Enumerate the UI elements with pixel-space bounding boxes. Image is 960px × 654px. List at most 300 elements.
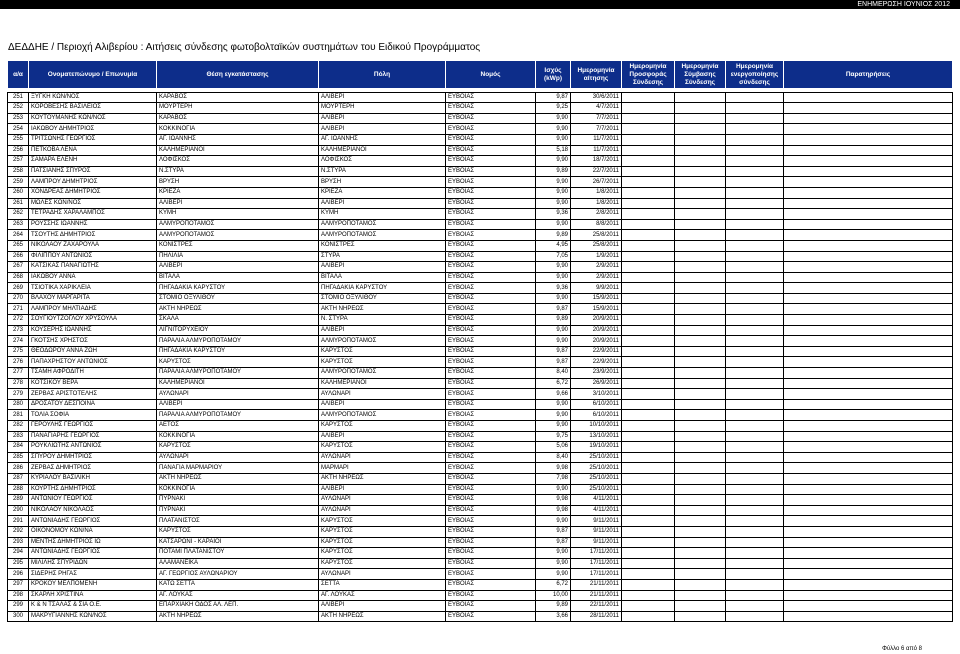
contract-date-cell (675, 537, 726, 548)
city-cell: ΠΗΓΑΔΑΚΙΑ ΚΑΡΥΣΤΟΥ (319, 283, 446, 294)
row-number-cell: 251 (8, 92, 29, 103)
contract-date-cell (675, 410, 726, 421)
contract-date-cell (675, 495, 726, 506)
remarks-cell (784, 230, 953, 241)
table-row (8, 166, 953, 177)
table-row (8, 103, 953, 114)
installation-site-cell: ΠΑΝΑΓΙΑ ΜΑΡΜΑΡΙΟΥ (157, 463, 319, 474)
prefecture-cell: ΕΥΒΟΙΑΣ (446, 484, 536, 495)
prefecture-cell: ΕΥΒΟΙΑΣ (446, 611, 536, 622)
row-number-cell: 266 (8, 251, 29, 262)
city-cell: Ν.ΣΤΥΡΑ (319, 166, 446, 177)
city-cell: ΑΛΜΥΡΟΠΟΤΑΜΟΣ (319, 368, 446, 379)
row-number-cell: 256 (8, 145, 29, 156)
installation-site-cell: ΑΥΛΩΝΑΡΙ (157, 452, 319, 463)
table-row (8, 124, 953, 135)
activation-date-cell (726, 357, 784, 368)
city-cell: ΑΓ. ΛΟΥΚΑΣ (319, 590, 446, 601)
installation-site-cell: ΑΛΜΥΡΟΠΟΤΑΜΟΣ (157, 230, 319, 241)
city-cell: ΚΑΡΥΣΤΟΣ (319, 558, 446, 569)
prefecture-cell: ΕΥΒΟΙΑΣ (446, 187, 536, 198)
row-number-cell: 293 (8, 537, 29, 548)
application-date-cell: 2/9/2011 (571, 272, 622, 283)
installation-site-cell: ΕΠΑΡΧΙΑΚΗ ΟΔΟΣ ΑΛ. ΛΕΠ. (157, 601, 319, 612)
table-row (8, 399, 953, 410)
city-cell: ΣΤΥΡΑ (319, 251, 446, 262)
activation-date-cell (726, 230, 784, 241)
city-cell: ΜΑΡΜΑΡΙ (319, 463, 446, 474)
offer-date-cell (622, 516, 675, 527)
remarks-cell (784, 134, 953, 145)
offer-date-cell (622, 219, 675, 230)
installation-site-cell: ΠΗΛΙΛΙΑ (157, 251, 319, 262)
table-row (8, 230, 953, 241)
offer-date-cell (622, 346, 675, 357)
city-cell: ΑΓ. ΙΩΑΝΝΗΣ (319, 134, 446, 145)
table-row (8, 325, 953, 336)
power-kwp-cell: 9,90 (536, 516, 571, 527)
applicant-name-cell: ΣΑΜΑΡΑ ΕΛΕΝΗ (29, 156, 157, 167)
power-kwp-cell: 3,66 (536, 611, 571, 622)
applicant-name-cell: ΦΙΛΙΠΠΟΥ ΑΝΤΩΝΙΟΣ (29, 251, 157, 262)
prefecture-cell: ΕΥΒΟΙΑΣ (446, 399, 536, 410)
prefecture-cell: ΕΥΒΟΙΑΣ (446, 601, 536, 612)
offer-date-cell (622, 569, 675, 580)
activation-date-cell (726, 505, 784, 516)
offer-date-cell (622, 579, 675, 590)
remarks-cell (784, 516, 953, 527)
row-number-cell: 292 (8, 526, 29, 537)
city-cell: ΛΟΦΙΣΚΟΣ (319, 156, 446, 167)
remarks-cell (784, 325, 953, 336)
application-date-cell: 1/8/2011 (571, 187, 622, 198)
activation-date-cell (726, 283, 784, 294)
offer-date-cell (622, 378, 675, 389)
power-kwp-cell: 9,98 (536, 495, 571, 506)
activation-date-cell (726, 569, 784, 580)
row-number-cell: 269 (8, 283, 29, 294)
prefecture-cell: ΕΥΒΟΙΑΣ (446, 219, 536, 230)
application-date-cell: 18/7/2011 (571, 156, 622, 167)
offer-date-cell (622, 357, 675, 368)
application-date-cell: 22/9/2011 (571, 346, 622, 357)
applicant-name-cell: ΚΟΥΤΟΥΜΑΝΗΣ ΚΩΝ/ΝΟΣ (29, 113, 157, 124)
row-number-cell: 272 (8, 315, 29, 326)
row-number-cell: 276 (8, 357, 29, 368)
contract-date-cell (675, 272, 726, 283)
row-number-cell: 289 (8, 495, 29, 506)
contract-date-cell (675, 325, 726, 336)
table-row (8, 378, 953, 389)
activation-date-cell (726, 315, 784, 326)
remarks-cell (784, 368, 953, 379)
offer-date-cell (622, 304, 675, 315)
installation-site-cell: ΚΟΚΚΙΝΟΓΙΑ (157, 431, 319, 442)
remarks-cell (784, 484, 953, 495)
row-number-cell: 270 (8, 293, 29, 304)
table-row (8, 452, 953, 463)
city-cell: ΑΛΜΥΡΟΠΟΤΑΜΟΣ (319, 410, 446, 421)
activation-date-cell (726, 346, 784, 357)
row-number-cell: 291 (8, 516, 29, 527)
row-number-cell: 274 (8, 336, 29, 347)
row-number-cell: 253 (8, 113, 29, 124)
application-date-cell: 8/8/2011 (571, 219, 622, 230)
installation-site-cell: ΑΚΤΗ ΝΗΡΕΩΣ (157, 473, 319, 484)
table-row (8, 262, 953, 273)
installation-site-cell: ΚΑΤΣΑΡΩΝΙ - ΚΑΡΑΙΟΙ (157, 537, 319, 548)
applicant-name-cell: ΓΚΟΤΣΗΣ ΧΡΗΣΤΟΣ (29, 336, 157, 347)
applicant-name-cell: ΡΟΥΚΛΙΩΤΗΣ ΑΝΤΩΝΙΟΣ (29, 442, 157, 453)
installation-site-cell: ΠΑΡΑΛΙΑ ΑΛΜΥΡΟΠΟΤΑΜΟΥ (157, 410, 319, 421)
applicant-name-cell: ΤΣΟΥΤΗΣ ΔΗΜΗΤΡΙΟΣ (29, 230, 157, 241)
table-row (8, 473, 953, 484)
table-row (8, 516, 953, 527)
table-header-row (8, 61, 953, 89)
city-cell: ΑΛΙΒΕΡΙ (319, 113, 446, 124)
city-cell: ΑΥΛΩΝΑΡΙ (319, 389, 446, 400)
city-cell: ΑΛΙΒΕΡΙ (319, 484, 446, 495)
city-cell: ΚΡΙΕΖΑ (319, 187, 446, 198)
table-row (8, 357, 953, 368)
contract-date-cell (675, 304, 726, 315)
activation-date-cell (726, 293, 784, 304)
installation-site-cell: ΣΚΑΛΑ (157, 315, 319, 326)
power-kwp-cell: 9,90 (536, 569, 571, 580)
offer-date-cell (622, 505, 675, 516)
power-kwp-cell: 9,36 (536, 283, 571, 294)
installation-site-cell: ΚΑΛΗΜΕΡΙΑΝΟΙ (157, 145, 319, 156)
applicant-name-cell: ΡΟΥΣΣΗΣ ΙΩΑΝΝΗΣ (29, 219, 157, 230)
application-date-cell: 17/11/2011 (571, 558, 622, 569)
table-row (8, 431, 953, 442)
remarks-cell (784, 315, 953, 326)
installation-site-cell: ΠΗΓΑΔΑΚΙΑ ΚΑΡΥΣΤΟΥ (157, 346, 319, 357)
row-number-cell: 298 (8, 590, 29, 601)
row-number-cell: 296 (8, 569, 29, 580)
row-number-cell: 259 (8, 177, 29, 188)
installation-site-cell: ΚΑΡΥΣΤΟΣ (157, 526, 319, 537)
offer-date-cell (622, 166, 675, 177)
row-number-cell: 273 (8, 325, 29, 336)
row-number-cell: 281 (8, 410, 29, 421)
activation-date-cell (726, 579, 784, 590)
table-row (8, 283, 953, 294)
contract-date-cell (675, 251, 726, 262)
power-kwp-cell: 9,90 (536, 421, 571, 432)
power-kwp-cell: 9,90 (536, 262, 571, 273)
offer-date-cell (622, 209, 675, 220)
applicant-name-cell: ΠΕΤΚΟΒΑ ΛΕΝΑ (29, 145, 157, 156)
remarks-cell (784, 601, 953, 612)
applicant-name-cell: ΝΙΚΟΛΑΟΥ ΝΙΚΟΛΑΟΣ (29, 505, 157, 516)
power-kwp-cell: 9,90 (536, 558, 571, 569)
city-cell: ΣΕΤΤΑ (319, 579, 446, 590)
contract-date-cell (675, 516, 726, 527)
installation-site-cell: ΚΑΤΩ ΣΕΤΤΑ (157, 579, 319, 590)
city-cell: ΚΑΡΥΣΤΟΣ (319, 526, 446, 537)
power-kwp-cell: 9,90 (536, 219, 571, 230)
prefecture-cell: ΕΥΒΟΙΑΣ (446, 92, 536, 103)
activation-date-cell (726, 368, 784, 379)
power-kwp-cell: 6,72 (536, 378, 571, 389)
installation-site-cell: ΠΟΤΑΜΙ ΠΛΑΤΑΝΙΣΤΟΥ (157, 548, 319, 559)
installation-site-cell: ΚΟΚΚΙΝΟΓΙΑ (157, 484, 319, 495)
column-header: Ημερομηνία αίτησης (571, 61, 622, 89)
contract-date-cell (675, 219, 726, 230)
page-title: ΔΕΔΔΗΕ / Περιοχή Αλιβερίου : Αιτήσεις σύνδεσης φωτοβολταϊκών συστημάτων του Ειδικού Προγράμματος (8, 42, 481, 53)
table-row (8, 134, 953, 145)
offer-date-cell (622, 495, 675, 506)
prefecture-cell: ΕΥΒΟΙΑΣ (446, 177, 536, 188)
activation-date-cell (726, 410, 784, 421)
application-date-cell: 9/11/2011 (571, 537, 622, 548)
applicant-name-cell: ΛΑΜΠΡΟΥ ΔΗΜΗΤΡΙΟΣ (29, 177, 157, 188)
city-cell: ΑΛΙΒΕΡΙ (319, 601, 446, 612)
offer-date-cell (622, 325, 675, 336)
table-row (8, 421, 953, 432)
row-number-cell: 287 (8, 473, 29, 484)
row-number-cell: 290 (8, 505, 29, 516)
contract-date-cell (675, 505, 726, 516)
table-row (8, 537, 953, 548)
row-number-cell: 265 (8, 240, 29, 251)
application-date-cell: 9/11/2011 (571, 516, 622, 527)
installation-site-cell: ΠΥΡΝΑΚΙ (157, 505, 319, 516)
offer-date-cell (622, 198, 675, 209)
offer-date-cell (622, 134, 675, 145)
applicant-name-cell: ΑΝΤΩΝΙΑΔΗΣ ΓΕΩΡΓΙΟΣ (29, 516, 157, 527)
row-number-cell: 257 (8, 156, 29, 167)
remarks-cell (784, 611, 953, 622)
activation-date-cell (726, 219, 784, 230)
installation-site-cell: ΑΛΑΜΑΝΕΪΚΑ (157, 558, 319, 569)
table-row (8, 113, 953, 124)
activation-date-cell (726, 495, 784, 506)
prefecture-cell: ΕΥΒΟΙΑΣ (446, 442, 536, 453)
activation-date-cell (726, 262, 784, 273)
remarks-cell (784, 473, 953, 484)
offer-date-cell (622, 601, 675, 612)
prefecture-cell: ΕΥΒΟΙΑΣ (446, 368, 536, 379)
page-number: Φύλλο 6 από 8 (882, 646, 922, 652)
activation-date-cell (726, 516, 784, 527)
power-kwp-cell: 9,90 (536, 156, 571, 167)
power-kwp-cell: 6,72 (536, 579, 571, 590)
power-kwp-cell: 9,87 (536, 346, 571, 357)
prefecture-cell: ΕΥΒΟΙΑΣ (446, 145, 536, 156)
row-number-cell: 262 (8, 209, 29, 220)
row-number-cell: 279 (8, 389, 29, 400)
applicant-name-cell: ΜΑΚΡΥΓΙΑΝΝΗΣ ΚΩΝ/ΝΟΣ (29, 611, 157, 622)
application-date-cell: 20/9/2011 (571, 336, 622, 347)
activation-date-cell (726, 325, 784, 336)
offer-date-cell (622, 484, 675, 495)
row-number-cell: 280 (8, 399, 29, 410)
offer-date-cell (622, 262, 675, 273)
application-date-cell: 4/11/2011 (571, 505, 622, 516)
application-date-cell: 25/10/2011 (571, 452, 622, 463)
column-header: Παρατηρήσεις (784, 61, 953, 89)
offer-date-cell (622, 187, 675, 198)
prefecture-cell: ΕΥΒΟΙΑΣ (446, 103, 536, 114)
power-kwp-cell: 9,87 (536, 357, 571, 368)
applicant-name-cell: ΑΝΤΩΝΙΟΥ ΓΕΩΡΓΙΟΣ (29, 495, 157, 506)
contract-date-cell (675, 315, 726, 326)
contract-date-cell (675, 463, 726, 474)
application-date-cell: 2/9/2011 (571, 262, 622, 273)
table-row (8, 187, 953, 198)
applicant-name-cell: ΠΑΤΣΙΑΝΗΣ ΣΠΥΡΟΣ (29, 166, 157, 177)
contract-date-cell (675, 230, 726, 241)
applicant-name-cell: ΣΟΥΓΙΟΥΤΖΟΓΛΟΥ ΧΡΥΣΟΥΛΑ (29, 315, 157, 326)
table-row (8, 304, 953, 315)
table-row (8, 92, 953, 103)
remarks-cell (784, 103, 953, 114)
applicant-name-cell: ΜΕΝΤΗΣ ΔΗΜΗΤΡΙΟΣ ΙΩ (29, 537, 157, 548)
application-date-cell: 15/9/2011 (571, 304, 622, 315)
offer-date-cell (622, 399, 675, 410)
contract-date-cell (675, 590, 726, 601)
city-cell: ΑΛΙΒΕΡΙ (319, 262, 446, 273)
power-kwp-cell: 10,00 (536, 590, 571, 601)
contract-date-cell (675, 209, 726, 220)
table-row (8, 526, 953, 537)
applicant-name-cell: ΟΙΚΟΝΟΜΟΥ ΚΩΝ/ΝΑ (29, 526, 157, 537)
row-number-cell: 282 (8, 421, 29, 432)
applicant-name-cell: ΚΟΥΣΕΡΗΣ ΙΩΑΝΝΗΣ (29, 325, 157, 336)
application-date-cell: 1/9/2011 (571, 251, 622, 262)
application-date-cell: 25/10/2011 (571, 463, 622, 474)
power-kwp-cell: 9,90 (536, 293, 571, 304)
prefecture-cell: ΕΥΒΟΙΑΣ (446, 209, 536, 220)
application-date-cell: 20/9/2011 (571, 315, 622, 326)
remarks-cell (784, 389, 953, 400)
city-cell: ΑΛΙΒΕΡΙ (319, 325, 446, 336)
application-date-cell: 25/10/2011 (571, 484, 622, 495)
remarks-cell (784, 240, 953, 251)
row-number-cell: 271 (8, 304, 29, 315)
power-kwp-cell: 9,90 (536, 484, 571, 495)
application-date-cell: 25/10/2011 (571, 473, 622, 484)
remarks-cell (784, 590, 953, 601)
offer-date-cell (622, 92, 675, 103)
table-row (8, 251, 953, 262)
prefecture-cell: ΕΥΒΟΙΑΣ (446, 548, 536, 559)
row-number-cell: 267 (8, 262, 29, 273)
installation-site-cell: ΚΡΙΕΖΑ (157, 187, 319, 198)
prefecture-cell: ΕΥΒΟΙΑΣ (446, 357, 536, 368)
row-number-cell: 288 (8, 484, 29, 495)
application-date-cell: 4/11/2011 (571, 495, 622, 506)
offer-date-cell (622, 240, 675, 251)
remarks-cell (784, 336, 953, 347)
installation-site-cell: ΑΥΛΩΝΑΡΙ (157, 389, 319, 400)
application-date-cell: 4/7/2011 (571, 103, 622, 114)
power-kwp-cell: 9,36 (536, 209, 571, 220)
activation-date-cell (726, 473, 784, 484)
prefecture-cell: ΕΥΒΟΙΑΣ (446, 251, 536, 262)
city-cell: ΑΥΛΩΝΑΡΙ (319, 505, 446, 516)
applicant-name-cell: ΚΟΡΟΒΕΣΗΣ ΒΑΣΙΛΕΙΟΣ (29, 103, 157, 114)
applicant-name-cell: ΣΠΥΡΟΥ ΔΗΜΗΤΡΙΟΣ (29, 452, 157, 463)
prefecture-cell: ΕΥΒΟΙΑΣ (446, 452, 536, 463)
activation-date-cell (726, 272, 784, 283)
power-kwp-cell: 9,87 (536, 92, 571, 103)
remarks-cell (784, 198, 953, 209)
row-number-cell: 264 (8, 230, 29, 241)
activation-date-cell (726, 336, 784, 347)
remarks-cell (784, 92, 953, 103)
offer-date-cell (622, 103, 675, 114)
contract-date-cell (675, 134, 726, 145)
row-number-cell: 278 (8, 378, 29, 389)
applicant-name-cell: ΤΣΙΟΤΙΚΑ ΧΑΡΙΚΛΕΙΑ (29, 283, 157, 294)
activation-date-cell (726, 537, 784, 548)
contract-date-cell (675, 548, 726, 559)
table-row (8, 315, 953, 326)
table-row (8, 145, 953, 156)
power-kwp-cell: 9,90 (536, 124, 571, 135)
applicant-name-cell: ΛΑΜΠΡΟΥ ΜΗΛΤΙΑΔΗΣ (29, 304, 157, 315)
city-cell: ΜΟΥΡΤΕΡΗ (319, 103, 446, 114)
installation-site-cell: ΛΟΦΙΣΚΟΣ (157, 156, 319, 167)
update-date: ΕΝΗΜΕΡΩΣΗ ΙΟΥΝΙΟΣ 2012 (857, 1, 950, 8)
offer-date-cell (622, 463, 675, 474)
row-number-cell: 300 (8, 611, 29, 622)
applicant-name-cell: ΙΑΚΩΒΟΥ ΔΗΜΗΤΡΙΟΣ (29, 124, 157, 135)
column-header: Νομός (446, 61, 536, 89)
prefecture-cell: ΕΥΒΟΙΑΣ (446, 262, 536, 273)
power-kwp-cell: 5,18 (536, 145, 571, 156)
remarks-cell (784, 399, 953, 410)
applications-table-wrapper (7, 60, 952, 622)
installation-site-cell: ΑΓ. ΓΕΩΡΓΙΟΣ ΑΥΛΩΝΑΡΙΟΥ (157, 569, 319, 580)
remarks-cell (784, 463, 953, 474)
row-number-cell: 284 (8, 442, 29, 453)
remarks-cell (784, 537, 953, 548)
remarks-cell (784, 113, 953, 124)
installation-site-cell: ΚΑΡΑΒΟΣ (157, 113, 319, 124)
prefecture-cell: ΕΥΒΟΙΑΣ (446, 473, 536, 484)
offer-date-cell (622, 113, 675, 124)
installation-site-cell: ΑΕΤΟΣ (157, 421, 319, 432)
application-date-cell: 19/10/2011 (571, 442, 622, 453)
application-date-cell: 25/8/2011 (571, 240, 622, 251)
power-kwp-cell: 9,90 (536, 113, 571, 124)
contract-date-cell (675, 473, 726, 484)
table-row (8, 579, 953, 590)
prefecture-cell: ΕΥΒΟΙΑΣ (446, 113, 536, 124)
installation-site-cell: ΜΟΥΡΤΕΡΗ (157, 103, 319, 114)
activation-date-cell (726, 209, 784, 220)
activation-date-cell (726, 304, 784, 315)
applications-table (7, 60, 953, 622)
prefecture-cell: ΕΥΒΟΙΑΣ (446, 389, 536, 400)
city-cell: ΑΥΛΩΝΑΡΙ (319, 495, 446, 506)
activation-date-cell (726, 145, 784, 156)
power-kwp-cell: 9,90 (536, 325, 571, 336)
city-cell: ΣΤΟΜΙΟ ΟΞΥΛΙΘΟΥ (319, 293, 446, 304)
installation-site-cell: ΚΟΚΚΙΝΟΓΙΑ (157, 124, 319, 135)
column-header: Ημερομηνία Σύμβασης Σύνδεσης (675, 61, 726, 89)
top-banner (0, 0, 960, 9)
contract-date-cell (675, 124, 726, 135)
offer-date-cell (622, 526, 675, 537)
city-cell: ΑΛΜΥΡΟΠΟΤΑΜΟΣ (319, 219, 446, 230)
table-row (8, 368, 953, 379)
contract-date-cell (675, 336, 726, 347)
